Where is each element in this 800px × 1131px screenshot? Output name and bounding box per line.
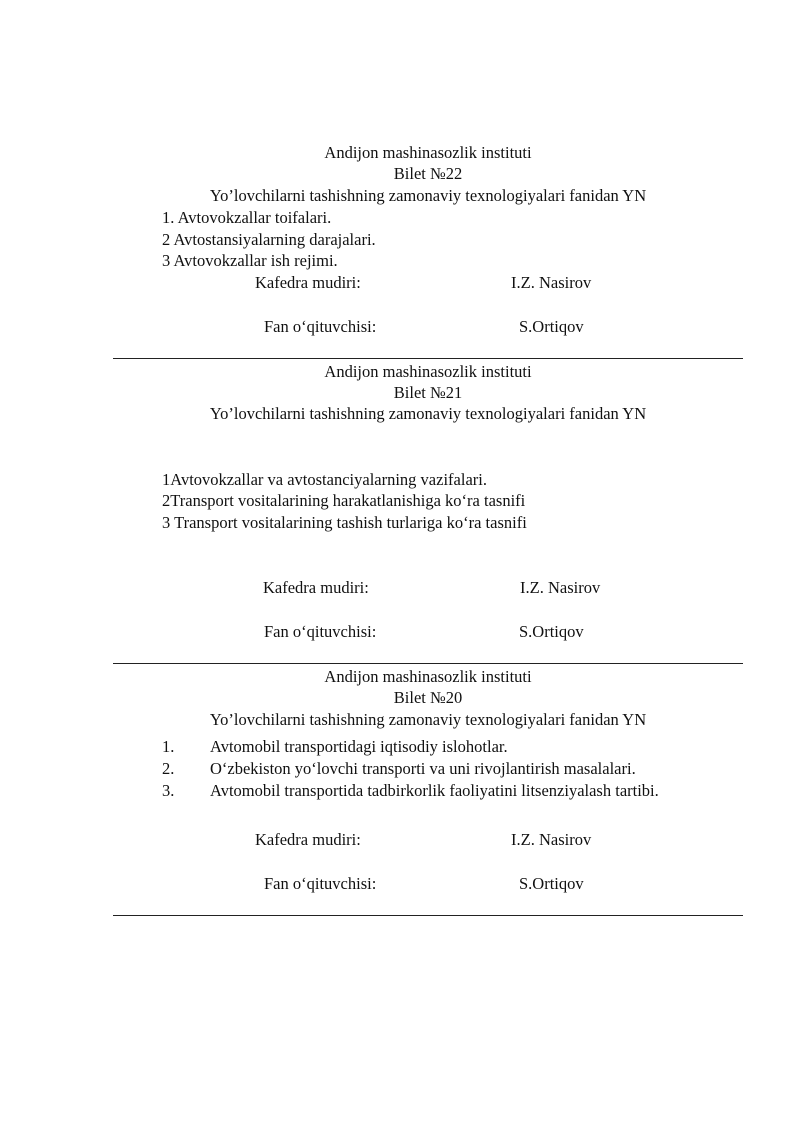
ticket-22-institute: Andijon mashinasozlik instituti [324, 143, 532, 162]
ticket-20-question-1-number: 1. [162, 737, 175, 756]
ticket-22-head-label: Kafedra mudiri: [255, 273, 361, 292]
ticket-22-teacher-label: Fan o‘qituvchisi: [264, 317, 377, 336]
ticket-20-head-name: I.Z. Nasirov [511, 830, 592, 849]
ticket-20-teacher-label: Fan o‘qituvchisi: [264, 874, 377, 893]
ticket-22-subject: Yo’lovchilarni tashishning zamonaviy texnologiyalari fanidan YN [209, 186, 647, 205]
ticket-22-question-3: 3 Avtovokzallar ish rejimi. [162, 251, 338, 270]
ticket-22-question-1: 1. Avtovokzallar toifalari. [162, 208, 332, 227]
ticket-21-teacher-label: Fan o‘qituvchisi: [264, 622, 377, 641]
ticket-21-question-2: 2Transport vositalarining harakatlanishiga ko‘ra tasnifi [162, 491, 526, 510]
ticket-20-question-3: Avtomobil transportida tadbirkorlik faoliyatini litsenziyalash tartibi. [210, 781, 659, 800]
ticket-22-title: Bilet №22 [393, 164, 463, 183]
ticket-divider-3 [113, 915, 743, 916]
ticket-20-institute: Andijon mashinasozlik instituti [324, 667, 532, 686]
ticket-20-question-2-number: 2. [162, 759, 175, 778]
ticket-divider-2 [113, 663, 743, 664]
ticket-22-question-2: 2 Avtostansiyalarning darajalari. [162, 230, 376, 249]
ticket-21-institute: Andijon mashinasozlik instituti [324, 362, 532, 381]
ticket-20-question-3-number: 3. [162, 781, 175, 800]
ticket-20-subject: Yo’lovchilarni tashishning zamonaviy texnologiyalari fanidan YN [209, 710, 647, 729]
ticket-22-teacher-name: S.Ortiqov [519, 317, 584, 336]
ticket-20-teacher-name: S.Ortiqov [519, 874, 584, 893]
ticket-21-subject: Yo’lovchilarni tashishning zamonaviy texnologiyalari fanidan YN [209, 404, 647, 423]
ticket-21-teacher-name: S.Ortiqov [519, 622, 584, 641]
ticket-21-head-label: Kafedra mudiri: [263, 578, 369, 597]
ticket-21-question-3: 3 Transport vositalarining tashish turlariga ko‘ra tasnifi [162, 513, 527, 532]
ticket-20-title: Bilet №20 [393, 688, 463, 707]
ticket-20-question-2: O‘zbekiston yo‘lovchi transporti va uni rivojlantirish masalalari. [210, 759, 636, 778]
ticket-divider-1 [113, 358, 743, 359]
ticket-20-head-label: Kafedra mudiri: [255, 830, 361, 849]
ticket-22-head-name: I.Z. Nasirov [511, 273, 592, 292]
ticket-21-question-1: 1Avtovokzallar va avtostanciyalarning vazifalari. [162, 470, 487, 489]
ticket-21-head-name: I.Z. Nasirov [520, 578, 601, 597]
ticket-21-title: Bilet №21 [393, 383, 463, 402]
ticket-20-question-1: Avtomobil transportidagi iqtisodiy islohotlar. [210, 737, 508, 756]
